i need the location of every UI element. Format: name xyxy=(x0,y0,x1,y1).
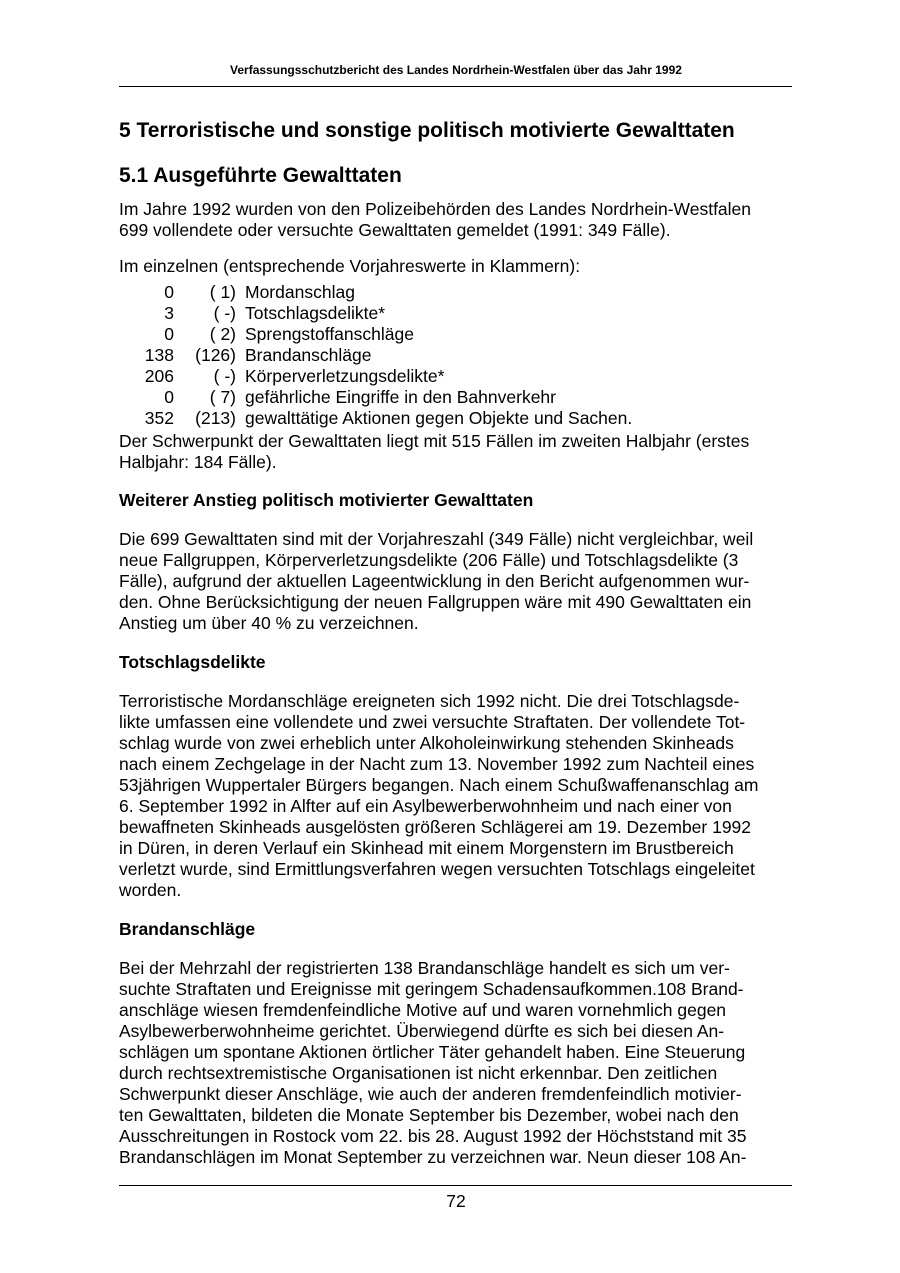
running-header: Verfassungsschutzbericht des Landes Nordrhein-Westfalen über das Jahr 1992 xyxy=(230,63,682,77)
text-line: verletzt wurde, sind Ermittlungsverfahren wegen versuchten Totschlags eingeleitet xyxy=(119,859,755,879)
text-line: Im Jahre 1992 wurden von den Polizeibehörden des Landes Nordrhein-Westfalen xyxy=(119,199,752,219)
stat-count: 0 xyxy=(164,387,174,407)
statistics-list xyxy=(119,282,791,429)
stat-row xyxy=(119,303,791,324)
text-line: Asylbewerberwohnheime gerichtet. Überwiegend dürfte es sich bei diesen An- xyxy=(119,1021,725,1041)
stat-previous: ( 2) xyxy=(209,324,236,344)
stat-previous: ( 1) xyxy=(209,282,236,302)
stat-count: 3 xyxy=(164,303,174,323)
stat-previous: ( 7) xyxy=(209,387,236,407)
text-line: Anstieg um über 40 % zu verzeichnen. xyxy=(119,613,419,633)
stat-count: 0 xyxy=(164,282,174,302)
page-number: 72 xyxy=(446,1191,466,1211)
text-line: ten Gewalttaten, bildeten die Monate September bis Dezember, wobei nach den xyxy=(119,1105,739,1125)
text-line: nach einem Zechgelage in der Nacht zum 13. November 1992 zum Nachteil eines xyxy=(119,754,755,774)
stat-row xyxy=(119,366,791,387)
intro-paragraph xyxy=(119,199,791,241)
header-rule xyxy=(119,86,792,87)
stat-previous: ( -) xyxy=(213,303,236,323)
text-line: suchte Straftaten und Ereignisse mit geringem Schadensaufkommen.108 Brand- xyxy=(119,979,744,999)
text-line: bewaffneten Skinheads ausgelösten größeren Schlägerei am 19. Dezember 1992 xyxy=(119,817,752,837)
text-line: Brandanschlägen im Monat September zu verzeichnen war. Neun dieser 108 An- xyxy=(119,1147,747,1167)
text-line: neue Fallgruppen, Körperverletzungsdelikte (206 Fälle) und Totschlagsdelikte (3 xyxy=(119,550,739,570)
stat-label: Totschlagsdelikte* xyxy=(245,303,386,323)
text-line: Die 699 Gewalttaten sind mit der Vorjahreszahl (349 Fälle) nicht vergleichbar, weil xyxy=(119,529,754,549)
text-line: schlag wurde von zwei erheblich unter Alkoholeinwirkung stehenden Skinheads xyxy=(119,733,734,753)
text-line: worden. xyxy=(119,880,182,900)
text-line: 53jährigen Wuppertaler Bürgers begangen. Nach einem Schußwaffenanschlag am xyxy=(119,775,759,795)
stat-count: 138 xyxy=(144,345,174,365)
stat-previous: (126) xyxy=(195,345,236,365)
chapter-title: 5 Terroristische und sonstige politisch motivierte Gewalttaten xyxy=(119,119,735,142)
heading-totschlagsdelikte: Totschlagsdelikte xyxy=(119,652,266,672)
heading-weiterer-anstieg: Weiterer Anstieg politisch motivierter Gewalttaten xyxy=(119,490,534,510)
stat-previous: (213) xyxy=(195,408,236,428)
stat-row xyxy=(119,408,791,429)
stat-row xyxy=(119,282,791,303)
heading-brandanschlaege: Brandanschläge xyxy=(119,919,256,939)
stat-count: 0 xyxy=(164,324,174,344)
summary-paragraph xyxy=(119,431,791,473)
text-line: in Düren, in deren Verlauf ein Skinhead mit einem Morgenstern im Brustbereich xyxy=(119,838,734,858)
stat-row xyxy=(119,345,791,366)
stat-count: 352 xyxy=(144,408,174,428)
stat-label: gefährliche Eingriffe in den Bahnverkehr xyxy=(245,387,556,407)
stat-previous: ( -) xyxy=(213,366,236,386)
paragraph-totschlagsdelikte xyxy=(119,691,791,901)
text-line: anschläge wiesen fremdenfeindliche Motive auf und waren vornehmlich gegen xyxy=(119,1000,727,1020)
text-line: 6. September 1992 in Alfter auf ein Asylbewerberwohnheim und nach einer von xyxy=(119,796,732,816)
text-line: 699 vollendete oder versuchte Gewalttaten gemeldet (1991: 349 Fälle). xyxy=(119,220,671,240)
text-line: Halbjahr: 184 Fälle). xyxy=(119,452,277,472)
stat-row xyxy=(119,387,791,408)
text-line: Ausschreitungen in Rostock vom 22. bis 28. August 1992 der Höchststand mit 35 xyxy=(119,1126,747,1146)
text-line: Der Schwerpunkt der Gewalttaten liegt mit 515 Fällen im zweiten Halbjahr (erstes xyxy=(119,431,750,451)
text-line: schlägen um spontane Aktionen örtlicher Täter gehandelt haben. Eine Steuerung xyxy=(119,1042,746,1062)
stat-label: Körperverletzungsdelikte* xyxy=(245,366,445,386)
text-line: den. Ohne Berücksichtigung der neuen Fallgruppen wäre mit 490 Gewalttaten ein xyxy=(119,592,752,612)
stat-label: Brandanschläge xyxy=(245,345,372,365)
text-line: Terroristische Mordanschläge ereigneten sich 1992 nicht. Die drei Totschlagsde- xyxy=(119,691,740,711)
section-title: 5.1 Ausgeführte Gewalttaten xyxy=(119,164,402,187)
stat-count: 206 xyxy=(144,366,174,386)
list-lead: Im einzelnen (entsprechende Vorjahreswerte in Klammern): xyxy=(119,256,581,276)
text-line: likte umfassen eine vollendete und zwei versuchte Straftaten. Der vollendete Tot- xyxy=(119,712,746,732)
paragraph-brandanschlaege xyxy=(119,958,791,1168)
footer-rule xyxy=(119,1185,792,1186)
stat-row xyxy=(119,324,791,345)
stat-label: Mordanschlag xyxy=(245,282,355,302)
text-line: Bei der Mehrzahl der registrierten 138 Brandanschläge handelt es sich um ver- xyxy=(119,958,730,978)
stat-label: gewalttätige Aktionen gegen Objekte und Sachen. xyxy=(245,408,633,428)
stat-label: Sprengstoffanschläge xyxy=(245,324,414,344)
text-line: Schwerpunkt dieser Anschläge, wie auch der anderen fremdenfeindlich motivier- xyxy=(119,1084,742,1104)
text-line: Fälle), aufgrund der aktuellen Lageentwicklung in den Bericht aufgenommen wur- xyxy=(119,571,750,591)
paragraph-weiterer-anstieg xyxy=(119,529,791,634)
page-body xyxy=(119,110,791,1168)
text-line: durch rechtsextremistische Organisationen ist nicht erkennbar. Den zeitlichen xyxy=(119,1063,718,1083)
